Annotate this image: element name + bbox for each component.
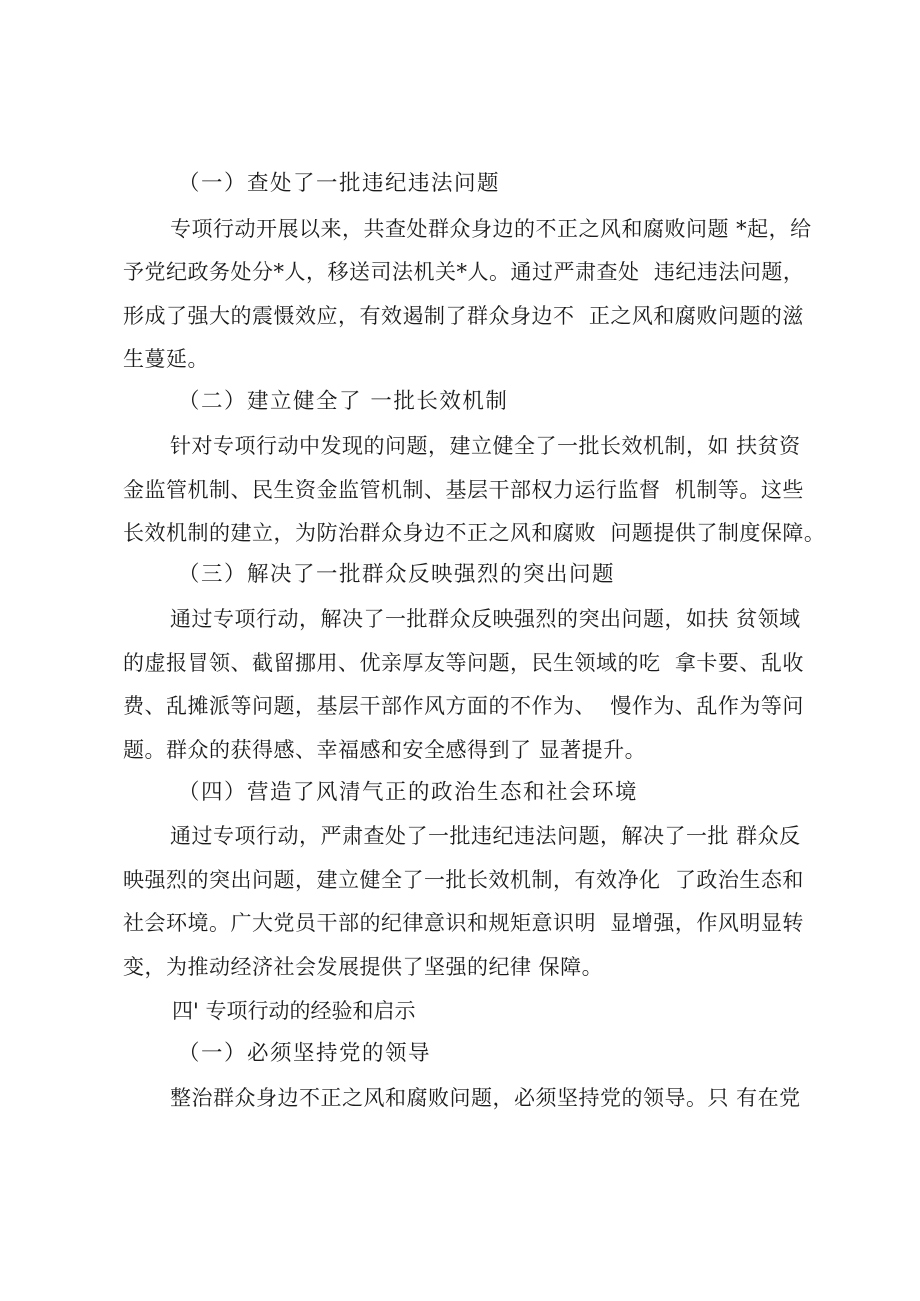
subheading-3: （三）解决了一批群众反映强烈的突出问题 [178,562,616,587]
paragraph-line: 专项行动开展以来，共查处群众身边的不正之风和腐败问题 *起，给 [170,217,812,241]
paragraph-line: 通过专项行动，解决了一批群众反映强烈的突出问题，如扶 贫领域 [170,607,801,631]
paragraph-line: 予党纪政务处分*人，移送司法机关*人。通过严肃查处 违纪违法问题， [123,260,805,284]
paragraph-line: 整治群众身边不正之风和腐败问题，必须坚持党的领导。只 有在党 [170,1086,801,1110]
paragraph-line: 映强烈的突出问题，建立健全了一批长效机制，有效净化 了政治生态和 [123,868,804,892]
paragraph-line: 费、乱摊派等问题，基层干部作风方面的不作为、 慢作为、乱作为等问 [123,694,804,718]
paragraph-line: 生蔓延。 [123,347,209,371]
paragraph-line: 社会环境。广大党员干部的纪律意识和规矩意识明 显增强，作风明显转 [123,911,804,935]
subheading-5: （一）必须坚持党的领导 [178,1041,432,1066]
paragraph-line: 金监管机制、民生资金监管机制、基层干部权力运行监督 机制等。这些 [123,478,804,502]
paragraph-line: 长效机制的建立，为防治群众身边不正之风和腐败 问题提供了制度保障。 [123,521,826,545]
subheading-4: （四）营造了风清气正的政治生态和社会环境 [178,780,639,805]
paragraph-line: 题。群众的获得感、幸福感和安全感得到了 显著提升。 [123,738,647,762]
paragraph-line: 针对专项行动中发现的问题，建立健全了一批长效机制，如 扶贫资 [170,434,801,458]
paragraph-line: 的虚报冒领、截留挪用、优亲厚友等问题，民生领域的吃 拿卡要、乱收 [123,651,804,675]
paragraph-line: 变，为推动经济社会发展提供了坚强的纪律 保障。 [123,955,604,979]
section-heading-4: 四' 专项行动的经验和启示 [172,999,416,1023]
subheading-1: （一）查处了一批违纪违法问题 [178,171,501,196]
paragraph-line: 形成了强大的震慑效应，有效遏制了群众身边不 正之风和腐败问题的滋 [123,304,804,328]
subheading-2: （二）建立健全了 一批长效机制 [178,389,509,414]
paragraph-line: 通过专项行动，严肃查处了一批违纪违法问题，解决了一批 群众反 [170,824,801,848]
